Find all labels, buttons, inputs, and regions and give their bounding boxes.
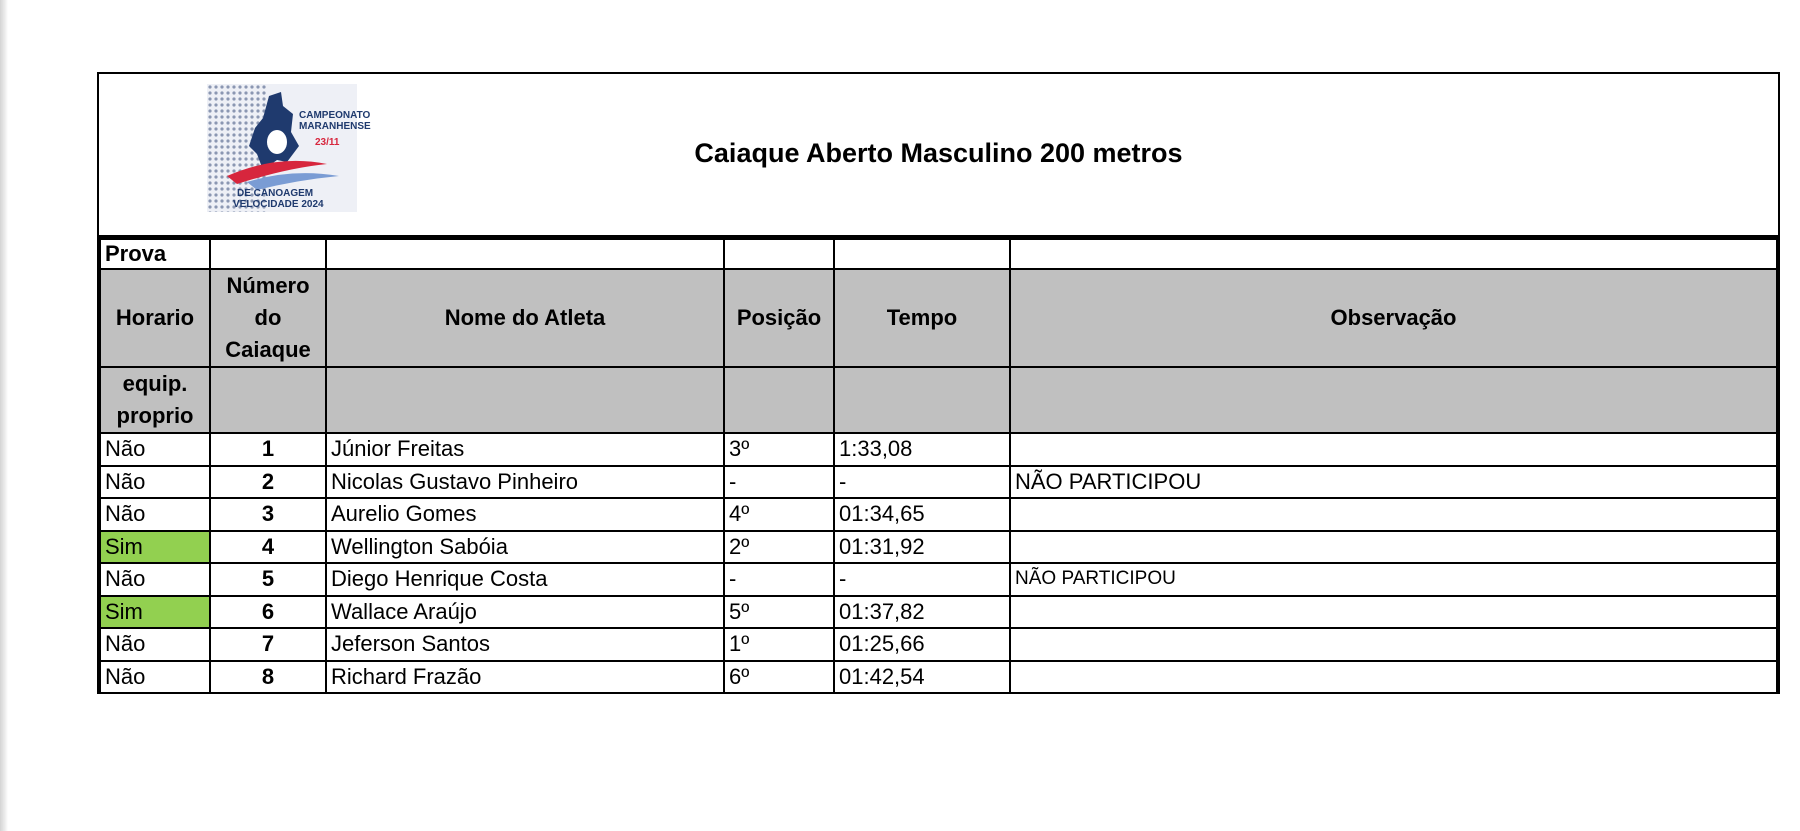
col-header-numero-line: do: [254, 305, 282, 330]
column-header-row: [100, 269, 1777, 367]
table-row: [100, 596, 1777, 629]
tempo-cell: 01:37,82: [834, 596, 1010, 629]
equip-cell: Não: [100, 498, 210, 531]
empty-header-cell: [210, 367, 326, 433]
prova-row: [100, 239, 1777, 269]
results-table: [99, 238, 1778, 694]
page-edge-shadow: [0, 0, 8, 831]
table-row: [100, 433, 1777, 466]
tempo-cell: 01:42,54: [834, 661, 1010, 694]
nome-cell: Nicolas Gustavo Pinheiro: [326, 466, 724, 499]
equip-cell: Não: [100, 433, 210, 466]
obs-cell: [1010, 433, 1777, 466]
empty-header-cell: [724, 367, 834, 433]
col-header-posicao: Posição: [724, 269, 834, 367]
empty-cell: [724, 239, 834, 269]
nome-cell: Richard Frazão: [326, 661, 724, 694]
obs-cell: [1010, 498, 1777, 531]
event-title: Caiaque Aberto Masculino 200 metros: [694, 138, 1183, 168]
posicao-cell: -: [724, 563, 834, 596]
empty-cell: [210, 239, 326, 269]
prova-label: Prova: [100, 239, 210, 269]
table-row: [100, 498, 1777, 531]
equip-cell: Sim: [100, 596, 210, 629]
equip-cell: Não: [100, 466, 210, 499]
table-row: [100, 661, 1777, 694]
col-header-observacao: Observação: [1010, 269, 1777, 367]
col-header-horario: Horario: [100, 269, 210, 367]
numero-cell: 4: [210, 531, 326, 564]
col-header-equip: [100, 367, 210, 433]
equip-cell: Não: [100, 563, 210, 596]
numero-cell: 3: [210, 498, 326, 531]
tempo-cell: -: [834, 466, 1010, 499]
numero-cell: 6: [210, 596, 326, 629]
col-header-equip-line: proprio: [116, 403, 194, 428]
empty-header-cell: [834, 367, 1010, 433]
equip-cell: Não: [100, 661, 210, 694]
tempo-cell: 1:33,08: [834, 433, 1010, 466]
nome-cell: Jeferson Santos: [326, 628, 724, 661]
numero-cell: 5: [210, 563, 326, 596]
table-row: [100, 628, 1777, 661]
sheet-header: [99, 74, 1778, 238]
tempo-cell: 01:31,92: [834, 531, 1010, 564]
tempo-cell: -: [834, 563, 1010, 596]
equip-cell: Sim: [100, 531, 210, 564]
results-sheet: [97, 72, 1780, 694]
logo-text: MARANHENSE: [299, 121, 371, 132]
empty-header-cell: [1010, 367, 1777, 433]
nome-cell: Aurelio Gomes: [326, 498, 724, 531]
empty-cell: [326, 239, 724, 269]
logo-date: 23/11: [315, 137, 340, 148]
numero-cell: 8: [210, 661, 326, 694]
posicao-cell: 5º: [724, 596, 834, 629]
posicao-cell: -: [724, 466, 834, 499]
logo-text: VELOCIDADE 2024: [233, 199, 324, 210]
posicao-cell: 6º: [724, 661, 834, 694]
col-header-tempo: Tempo: [834, 269, 1010, 367]
empty-cell: [1010, 239, 1777, 269]
obs-cell: [1010, 531, 1777, 564]
posicao-cell: 3º: [724, 433, 834, 466]
nome-cell: Wellington Sabóia: [326, 531, 724, 564]
logo-text: CAMPEONATO: [299, 110, 371, 121]
numero-cell: 1: [210, 433, 326, 466]
col-header-numero-line: Caiaque: [225, 337, 311, 362]
col-header-nome: Nome do Atleta: [326, 269, 724, 367]
table-row: [100, 563, 1777, 596]
obs-cell: [1010, 596, 1777, 629]
tempo-cell: 01:25,66: [834, 628, 1010, 661]
nome-cell: Wallace Araújo: [326, 596, 724, 629]
posicao-cell: 1º: [724, 628, 834, 661]
table-row: [100, 531, 1777, 564]
table-row: [100, 466, 1777, 499]
obs-cell: [1010, 661, 1777, 694]
sub-header-row: [100, 367, 1777, 433]
nome-cell: Júnior Freitas: [326, 433, 724, 466]
obs-cell: NÃO PARTICIPOU: [1010, 466, 1777, 499]
obs-cell: [1010, 628, 1777, 661]
logo-text: DE CANOAGEM: [237, 188, 314, 199]
equip-cell: Não: [100, 628, 210, 661]
col-header-numero: [210, 269, 326, 367]
tempo-cell: 01:34,65: [834, 498, 1010, 531]
nome-cell: Diego Henrique Costa: [326, 563, 724, 596]
col-header-equip-line: equip.: [122, 371, 188, 396]
posicao-cell: 4º: [724, 498, 834, 531]
col-header-numero-line: Número: [226, 273, 310, 298]
numero-cell: 7: [210, 628, 326, 661]
empty-cell: [834, 239, 1010, 269]
empty-header-cell: [326, 367, 724, 433]
numero-cell: 2: [210, 466, 326, 499]
obs-cell: NÃO PARTICIPOU: [1010, 563, 1777, 596]
posicao-cell: 2º: [724, 531, 834, 564]
